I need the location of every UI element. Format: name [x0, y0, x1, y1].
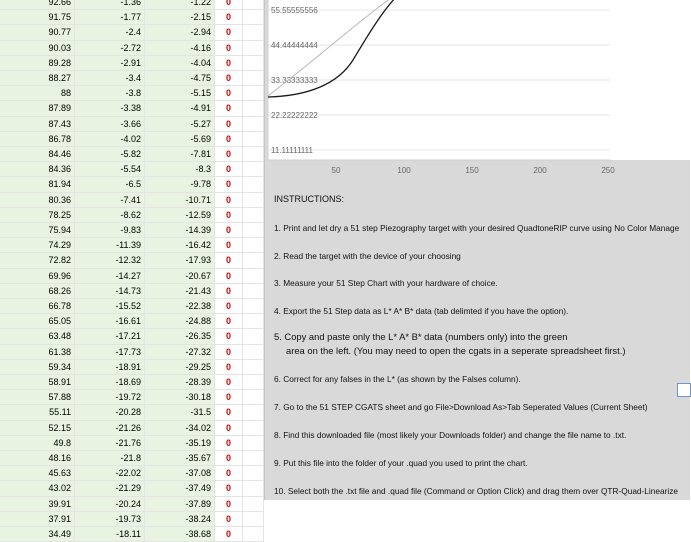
- empty-cell[interactable]: [243, 345, 264, 360]
- l-star-cell[interactable]: 43.02: [0, 481, 75, 496]
- falses-cell[interactable]: 0: [215, 193, 243, 208]
- table-row: [0, 512, 264, 527]
- falses-cell[interactable]: 0: [215, 177, 243, 192]
- a-star-cell[interactable]: -2.4: [75, 25, 145, 40]
- empty-cell[interactable]: [243, 466, 264, 481]
- l-star-cell[interactable]: 90.77: [0, 25, 75, 40]
- falses-cell[interactable]: 0: [215, 223, 243, 238]
- l-star-cell[interactable]: 87.43: [0, 117, 75, 132]
- b-star-cell[interactable]: -22.38: [145, 299, 215, 314]
- empty-cell[interactable]: [243, 223, 264, 238]
- l-star-cell[interactable]: 59.34: [0, 360, 75, 375]
- empty-cell[interactable]: [243, 71, 264, 86]
- empty-cell[interactable]: [243, 360, 264, 375]
- empty-cell[interactable]: [243, 132, 264, 147]
- empty-cell[interactable]: [243, 481, 264, 496]
- b-star-cell[interactable]: -38.68: [145, 527, 215, 542]
- a-star-cell[interactable]: -3.38: [75, 101, 145, 116]
- b-star-cell[interactable]: -4.16: [145, 41, 215, 56]
- y-tick-label: 44.44444444: [271, 41, 318, 50]
- a-star-cell[interactable]: -21.76: [75, 436, 145, 451]
- a-star-cell[interactable]: -3.66: [75, 117, 145, 132]
- b-star-cell[interactable]: -30.18: [145, 390, 215, 405]
- b-star-cell[interactable]: -4.91: [145, 101, 215, 116]
- l-star-cell[interactable]: 39.91: [0, 497, 75, 512]
- b-star-cell[interactable]: -35.67: [145, 451, 215, 466]
- empty-cell[interactable]: [243, 284, 264, 299]
- a-star-cell[interactable]: -2.72: [75, 41, 145, 56]
- l-star-cell[interactable]: 81.94: [0, 177, 75, 192]
- empty-cell[interactable]: [243, 0, 264, 10]
- instruction-step-9: 9. Put this file into the folder of your .quad you used to print the chart.: [274, 458, 528, 468]
- a-star-cell[interactable]: -5.54: [75, 162, 145, 177]
- l-star-cell[interactable]: 78.25: [0, 208, 75, 223]
- b-star-cell[interactable]: -37.08: [145, 466, 215, 481]
- b-star-cell[interactable]: -5.15: [145, 86, 215, 101]
- b-star-cell[interactable]: -26.35: [145, 329, 215, 344]
- l-star-cell[interactable]: 57.88: [0, 390, 75, 405]
- a-star-cell[interactable]: -17.21: [75, 329, 145, 344]
- a-star-cell[interactable]: -18.11: [75, 527, 145, 542]
- b-star-cell[interactable]: -2.94: [145, 25, 215, 40]
- falses-cell[interactable]: 0: [215, 10, 243, 25]
- a-star-cell[interactable]: -22.02: [75, 466, 145, 481]
- b-star-cell[interactable]: -7.81: [145, 147, 215, 162]
- a-star-cell[interactable]: -3.8: [75, 86, 145, 101]
- table-row: [0, 421, 264, 436]
- a-star-cell[interactable]: -1.36: [75, 0, 145, 10]
- b-star-cell[interactable]: -28.39: [145, 375, 215, 390]
- a-star-cell[interactable]: -16.61: [75, 314, 145, 329]
- table-row: [0, 177, 264, 192]
- falses-cell[interactable]: 0: [215, 147, 243, 162]
- falses-cell[interactable]: 0: [215, 527, 243, 542]
- l-star-cell[interactable]: 84.36: [0, 162, 75, 177]
- table-row: [0, 71, 264, 86]
- falses-cell[interactable]: 0: [215, 299, 243, 314]
- empty-cell[interactable]: [243, 147, 264, 162]
- table-row: [0, 329, 264, 344]
- b-star-cell[interactable]: -4.04: [145, 56, 215, 71]
- instruction-step-6: 6. Correct for any falses in the L* (as shown by the Falses column).: [274, 374, 521, 384]
- a-star-cell[interactable]: -6.5: [75, 177, 145, 192]
- a-star-cell[interactable]: -4.02: [75, 132, 145, 147]
- l-star-cell[interactable]: 65.05: [0, 314, 75, 329]
- l-star-cell[interactable]: 75.94: [0, 223, 75, 238]
- a-star-cell[interactable]: -11.39: [75, 238, 145, 253]
- a-star-cell[interactable]: -21.26: [75, 421, 145, 436]
- b-star-cell[interactable]: -14.39: [145, 223, 215, 238]
- falses-cell[interactable]: 0: [215, 41, 243, 56]
- falses-cell[interactable]: 0: [215, 101, 243, 116]
- a-star-cell[interactable]: -9.83: [75, 223, 145, 238]
- x-tick-label: 200: [533, 166, 547, 175]
- b-star-cell[interactable]: -17.93: [145, 253, 215, 268]
- l-star-cell[interactable]: 37.91: [0, 512, 75, 527]
- a-star-cell[interactable]: -18.69: [75, 375, 145, 390]
- falses-cell[interactable]: 0: [215, 117, 243, 132]
- empty-cell[interactable]: [243, 269, 264, 284]
- empty-cell[interactable]: [243, 375, 264, 390]
- l-star-cell[interactable]: 69.96: [0, 269, 75, 284]
- instruction-step-7: 7. Go to the 51 STEP CGATS sheet and go File>Download As>Tab Seperated Values (Current Sheet): [274, 402, 648, 412]
- table-row: [0, 86, 264, 101]
- falses-cell[interactable]: 0: [215, 405, 243, 420]
- l-star-cell[interactable]: 49.8: [0, 436, 75, 451]
- a-star-cell[interactable]: -5.82: [75, 147, 145, 162]
- empty-cell[interactable]: [243, 10, 264, 25]
- b-star-cell[interactable]: -24.88: [145, 314, 215, 329]
- instruction-step-4: 4. Export the 51 Step data as L* A* B* data (tab delimted if you have the option).: [274, 306, 569, 316]
- l-star-cell[interactable]: 58.91: [0, 375, 75, 390]
- empty-cell[interactable]: [243, 25, 264, 40]
- empty-cell[interactable]: [243, 41, 264, 56]
- table-row: [0, 405, 264, 420]
- empty-cell[interactable]: [243, 512, 264, 527]
- l-star-cell[interactable]: 55.11: [0, 405, 75, 420]
- b-star-cell[interactable]: -21.43: [145, 284, 215, 299]
- a-star-cell[interactable]: -7.41: [75, 193, 145, 208]
- x-tick-label: 100: [397, 166, 411, 175]
- b-star-cell[interactable]: -38.24: [145, 512, 215, 527]
- falses-cell[interactable]: 0: [215, 329, 243, 344]
- l-star-cell[interactable]: 80.36: [0, 193, 75, 208]
- falses-cell[interactable]: 0: [215, 253, 243, 268]
- l-star-cell[interactable]: 34.49: [0, 527, 75, 542]
- falses-cell[interactable]: 0: [215, 238, 243, 253]
- falses-cell[interactable]: 0: [215, 162, 243, 177]
- instructions-title: INSTRUCTIONS:: [274, 194, 345, 204]
- table-row: [0, 41, 264, 56]
- empty-cell[interactable]: [243, 101, 264, 116]
- b-star-cell[interactable]: -9.78: [145, 177, 215, 192]
- table-row: [0, 208, 264, 223]
- falses-cell[interactable]: 0: [215, 497, 243, 512]
- empty-cell[interactable]: [243, 314, 264, 329]
- b-star-cell[interactable]: -5.69: [145, 132, 215, 147]
- table-row: [0, 360, 264, 375]
- a-star-cell[interactable]: -20.24: [75, 497, 145, 512]
- table-row: [0, 299, 264, 314]
- a-star-cell[interactable]: -8.62: [75, 208, 145, 223]
- falses-cell[interactable]: 0: [215, 208, 243, 223]
- empty-cell[interactable]: [243, 436, 264, 451]
- table-row: [0, 117, 264, 132]
- b-star-cell[interactable]: -2.15: [145, 10, 215, 25]
- instruction-step-5-cont: area on the left. (You may need to open the cgats in a seperate spreadsheet first.): [286, 345, 626, 356]
- table-row: [0, 223, 264, 238]
- falses-cell[interactable]: 0: [215, 390, 243, 405]
- table-row: [0, 390, 264, 405]
- table-row: [0, 466, 264, 481]
- b-star-cell[interactable]: -34.02: [145, 421, 215, 436]
- l-star-cell[interactable]: 66.78: [0, 299, 75, 314]
- b-star-cell[interactable]: -4.75: [145, 71, 215, 86]
- l-star-cell[interactable]: 84.46: [0, 147, 75, 162]
- empty-cell[interactable]: [243, 162, 264, 177]
- instructions-panel: [268, 178, 690, 500]
- falses-cell[interactable]: 0: [215, 86, 243, 101]
- empty-cell[interactable]: [243, 56, 264, 71]
- l-star-cell[interactable]: 88.27: [0, 71, 75, 86]
- a-star-cell[interactable]: -21.8: [75, 451, 145, 466]
- a-star-cell[interactable]: -3.4: [75, 71, 145, 86]
- table-row: [0, 162, 264, 177]
- falses-cell[interactable]: 0: [215, 436, 243, 451]
- falses-cell[interactable]: 0: [215, 71, 243, 86]
- instruction-step-5: 5. Copy and paste only the L* A* B* data (numbers only) into the green: [274, 331, 568, 342]
- chart-svg: [268, 0, 690, 178]
- b-star-cell[interactable]: -37.89: [145, 497, 215, 512]
- falses-cell[interactable]: 0: [215, 512, 243, 527]
- table-row: [0, 481, 264, 496]
- table-row: [0, 193, 264, 208]
- falses-cell[interactable]: 0: [215, 375, 243, 390]
- falses-cell[interactable]: 0: [215, 451, 243, 466]
- l-star-cell[interactable]: 91.75: [0, 10, 75, 25]
- instruction-step-8: 8. Find this downloaded file (most likely your Downloads folder) and change the file name to .txt.: [274, 430, 627, 440]
- l-star-cell[interactable]: 61.38: [0, 345, 75, 360]
- l-star-cell[interactable]: 68.26: [0, 284, 75, 299]
- a-star-cell[interactable]: -15.52: [75, 299, 145, 314]
- falses-cell[interactable]: 0: [215, 56, 243, 71]
- l-star-cell[interactable]: 92.66: [0, 0, 75, 10]
- empty-cell[interactable]: [243, 421, 264, 436]
- table-row: [0, 436, 264, 451]
- a-star-cell[interactable]: -12.32: [75, 253, 145, 268]
- a-star-cell[interactable]: -21.29: [75, 481, 145, 496]
- l-star-cell[interactable]: 89.28: [0, 56, 75, 71]
- instruction-step-1: 1. Print and let dry a 51 step Piezography target with your desired QuadtoneRIP curve using No Color Manage: [274, 223, 680, 233]
- table-row: [0, 238, 264, 253]
- b-star-cell[interactable]: -35.19: [145, 436, 215, 451]
- y-tick-label: 33.33333333: [271, 76, 318, 85]
- empty-cell[interactable]: [243, 329, 264, 344]
- instruction-step-2: 2. Read the target with the device of your choosing: [274, 251, 461, 261]
- x-tick-label: 50: [331, 166, 341, 175]
- b-star-cell[interactable]: -37.49: [145, 481, 215, 496]
- table-row: [0, 314, 264, 329]
- table-row: [0, 0, 264, 10]
- falses-cell[interactable]: 0: [215, 269, 243, 284]
- empty-cell[interactable]: [243, 238, 264, 253]
- b-star-cell[interactable]: -10.71: [145, 193, 215, 208]
- table-row: [0, 10, 264, 25]
- y-tick-label: 11.11111111: [271, 146, 313, 155]
- table-row: [0, 497, 264, 512]
- b-star-cell[interactable]: -29.25: [145, 360, 215, 375]
- table-row: [0, 25, 264, 40]
- linearization-chart: [268, 0, 690, 178]
- l-star-cell[interactable]: 88: [0, 86, 75, 101]
- b-star-cell[interactable]: -8.3: [145, 162, 215, 177]
- x-tick-label: 250: [601, 166, 615, 175]
- table-row: [0, 375, 264, 390]
- empty-cell[interactable]: [243, 390, 264, 405]
- l-star-cell[interactable]: 90.03: [0, 41, 75, 56]
- l-star-cell[interactable]: 48.16: [0, 451, 75, 466]
- y-tick-label: 22.22222222: [271, 111, 318, 120]
- table-row: [0, 527, 264, 542]
- falses-cell[interactable]: 0: [215, 314, 243, 329]
- table-row: [0, 451, 264, 466]
- l-star-cell[interactable]: 86.78: [0, 132, 75, 147]
- empty-cell[interactable]: [243, 451, 264, 466]
- b-star-cell[interactable]: -27.32: [145, 345, 215, 360]
- instruction-step-3: 3. Measure your 51 Step Chart with your hardware of choice.: [274, 278, 498, 288]
- l-star-cell[interactable]: 87.89: [0, 101, 75, 116]
- x-tick-label: 150: [465, 166, 479, 175]
- b-star-cell[interactable]: -5.27: [145, 117, 215, 132]
- empty-cell[interactable]: [243, 177, 264, 192]
- instruction-step-10: 10. Select both the .txt file and .quad file (Command or Option Click) and drag them over QTR-Quad-Linearize: [274, 486, 678, 496]
- falses-cell[interactable]: 0: [215, 345, 243, 360]
- table-row: [0, 101, 264, 116]
- empty-cell[interactable]: [243, 117, 264, 132]
- falses-cell[interactable]: 0: [215, 360, 243, 375]
- a-star-cell[interactable]: -1.77: [75, 10, 145, 25]
- table-row: [0, 132, 264, 147]
- a-star-cell[interactable]: -14.73: [75, 284, 145, 299]
- a-star-cell[interactable]: -19.72: [75, 390, 145, 405]
- a-star-cell[interactable]: -20.28: [75, 405, 145, 420]
- falses-cell[interactable]: 0: [215, 421, 243, 436]
- empty-cell[interactable]: [243, 208, 264, 223]
- l-star-cell[interactable]: 45.63: [0, 466, 75, 481]
- a-star-cell[interactable]: -2.91: [75, 56, 145, 71]
- empty-cell[interactable]: [243, 193, 264, 208]
- table-row: [0, 345, 264, 360]
- b-star-cell[interactable]: -1.22: [145, 0, 215, 10]
- b-star-cell[interactable]: -31.5: [145, 405, 215, 420]
- table-row: [0, 284, 264, 299]
- table-row: [0, 253, 264, 268]
- y-tick-label: 55.55555556: [271, 6, 318, 15]
- l-star-cell[interactable]: 74.29: [0, 238, 75, 253]
- empty-cell[interactable]: [243, 299, 264, 314]
- selected-cell[interactable]: [677, 383, 691, 397]
- table-row: [0, 269, 264, 284]
- empty-cell[interactable]: [243, 253, 264, 268]
- table-row: [0, 56, 264, 71]
- empty-cell[interactable]: [243, 497, 264, 512]
- b-star-cell[interactable]: -16.42: [145, 238, 215, 253]
- falses-cell[interactable]: 0: [215, 0, 243, 10]
- b-star-cell[interactable]: -12.59: [145, 208, 215, 223]
- lab-data-grid: [0, 0, 264, 539]
- a-star-cell[interactable]: -14.27: [75, 269, 145, 284]
- b-star-cell[interactable]: -20.67: [145, 269, 215, 284]
- falses-cell[interactable]: 0: [215, 132, 243, 147]
- falses-cell[interactable]: 0: [215, 466, 243, 481]
- l-star-cell[interactable]: 52.15: [0, 421, 75, 436]
- empty-cell[interactable]: [243, 86, 264, 101]
- table-row: [0, 147, 264, 162]
- l-star-cell[interactable]: 63.48: [0, 329, 75, 344]
- a-star-cell[interactable]: -17.73: [75, 345, 145, 360]
- empty-cell[interactable]: [243, 527, 264, 542]
- l-star-cell[interactable]: 72.82: [0, 253, 75, 268]
- falses-cell[interactable]: 0: [215, 481, 243, 496]
- empty-cell[interactable]: [243, 405, 264, 420]
- a-star-cell[interactable]: -19.73: [75, 512, 145, 527]
- falses-cell[interactable]: 0: [215, 284, 243, 299]
- falses-cell[interactable]: 0: [215, 25, 243, 40]
- a-star-cell[interactable]: -18.91: [75, 360, 145, 375]
